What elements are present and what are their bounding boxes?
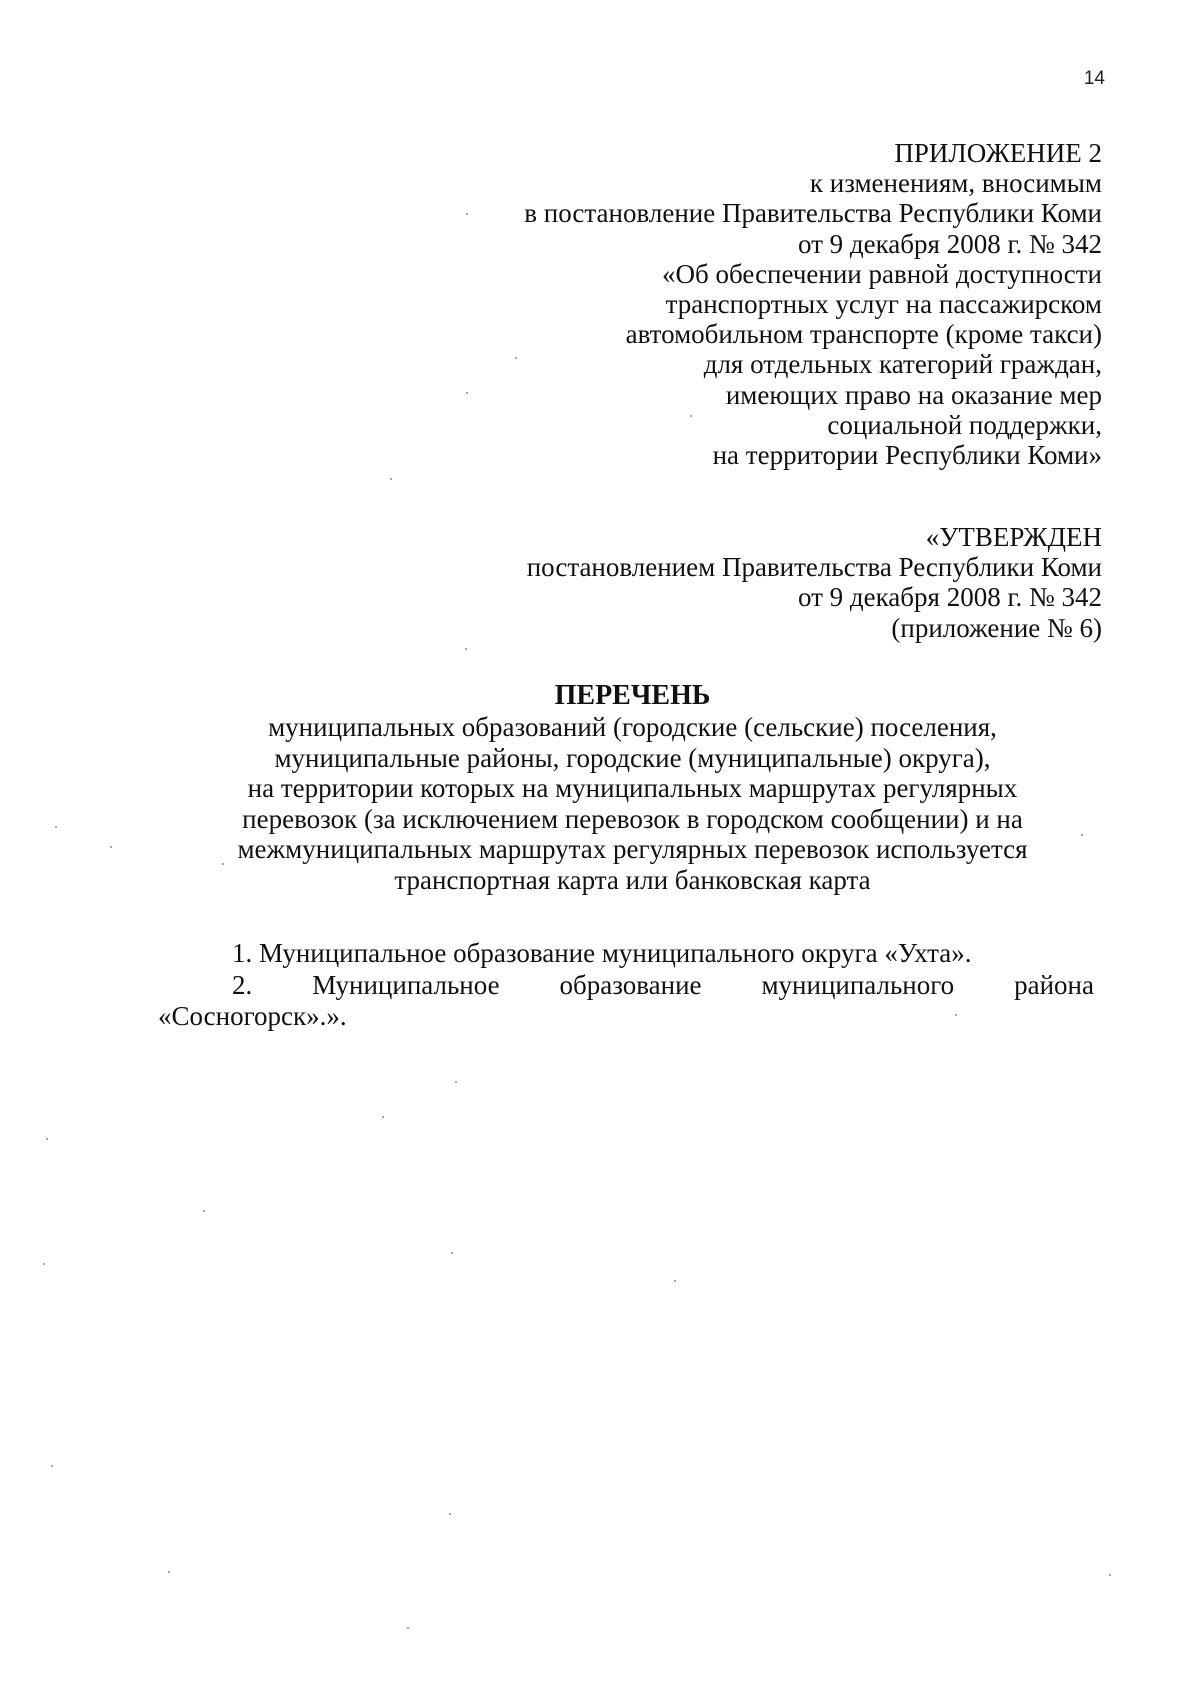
list-item-2-word: Муниципальное [312, 970, 500, 1000]
list-item-2-continuation: «Сосногорск».». [158, 1001, 347, 1031]
appendix-line: транспортных услуг на пассажирском [665, 289, 1102, 320]
approval-stamp-text [527, 522, 1102, 643]
list-item-2-word: муниципального [761, 970, 955, 1000]
subtitle-line: межмуниципальных маршрутах регулярных перевозок используется [237, 834, 1028, 864]
appendix-line: на территории Республики Коми» [712, 440, 1102, 471]
page-number: 14 [1083, 68, 1105, 89]
subtitle-line: на территории которых на муниципальных маршрутах регулярных [247, 773, 1018, 803]
appendix-line: автомобильном транспорте (кроме такси) [625, 319, 1102, 350]
approved-line: постановлением Правительства Республики Коми [526, 552, 1102, 583]
appendix-line: социальной поддержки, [827, 409, 1102, 440]
subtitle-line: перевозок (за исключением перевозок в городском сообщении) и на [242, 803, 1023, 834]
subtitle-line: муниципальные районы, городские (муниципальные) округа), [274, 742, 991, 773]
approved-title: «УТВЕРЖДЕН [925, 522, 1102, 552]
appendix-line: от 9 декабря 2008 г. № 342 [797, 228, 1102, 259]
approved-line: от 9 декабря 2008 г. № 342 [797, 582, 1102, 613]
list-item-2 [232, 970, 1094, 1001]
appendix-header [524, 138, 1102, 470]
appendix-line: имеющих право на оказание мер [725, 379, 1102, 410]
approved-line: (приложение № 6) [891, 612, 1102, 643]
list-item-1: 1. Муниципальное образование муниципального округа «Ухта». [232, 938, 972, 968]
appendix-title: ПРИЛОЖЕНИЕ 2 [894, 138, 1102, 168]
appendix-line: для отдельных категорий граждан, [703, 349, 1102, 380]
subtitle-line: муниципальных образований (городские (сельские) поселения, [268, 712, 997, 742]
subtitle-line: транспортная карта или банковская карта [394, 864, 871, 895]
list-subtitle [0, 712, 1200, 895]
list-item-2-word: образование [559, 970, 702, 1000]
appendix-line: «Об обеспечении равной доступности [662, 258, 1102, 289]
appendix-line: в постановление Правительства Республики Коми [524, 198, 1102, 229]
list-title: ПЕРЕЧЕНЬ [554, 680, 711, 711]
list-item-2-number: 2. [232, 970, 253, 1000]
appendix-line: к изменениям, вносимым [809, 168, 1102, 199]
list-item-2-word: района [1014, 970, 1094, 1000]
